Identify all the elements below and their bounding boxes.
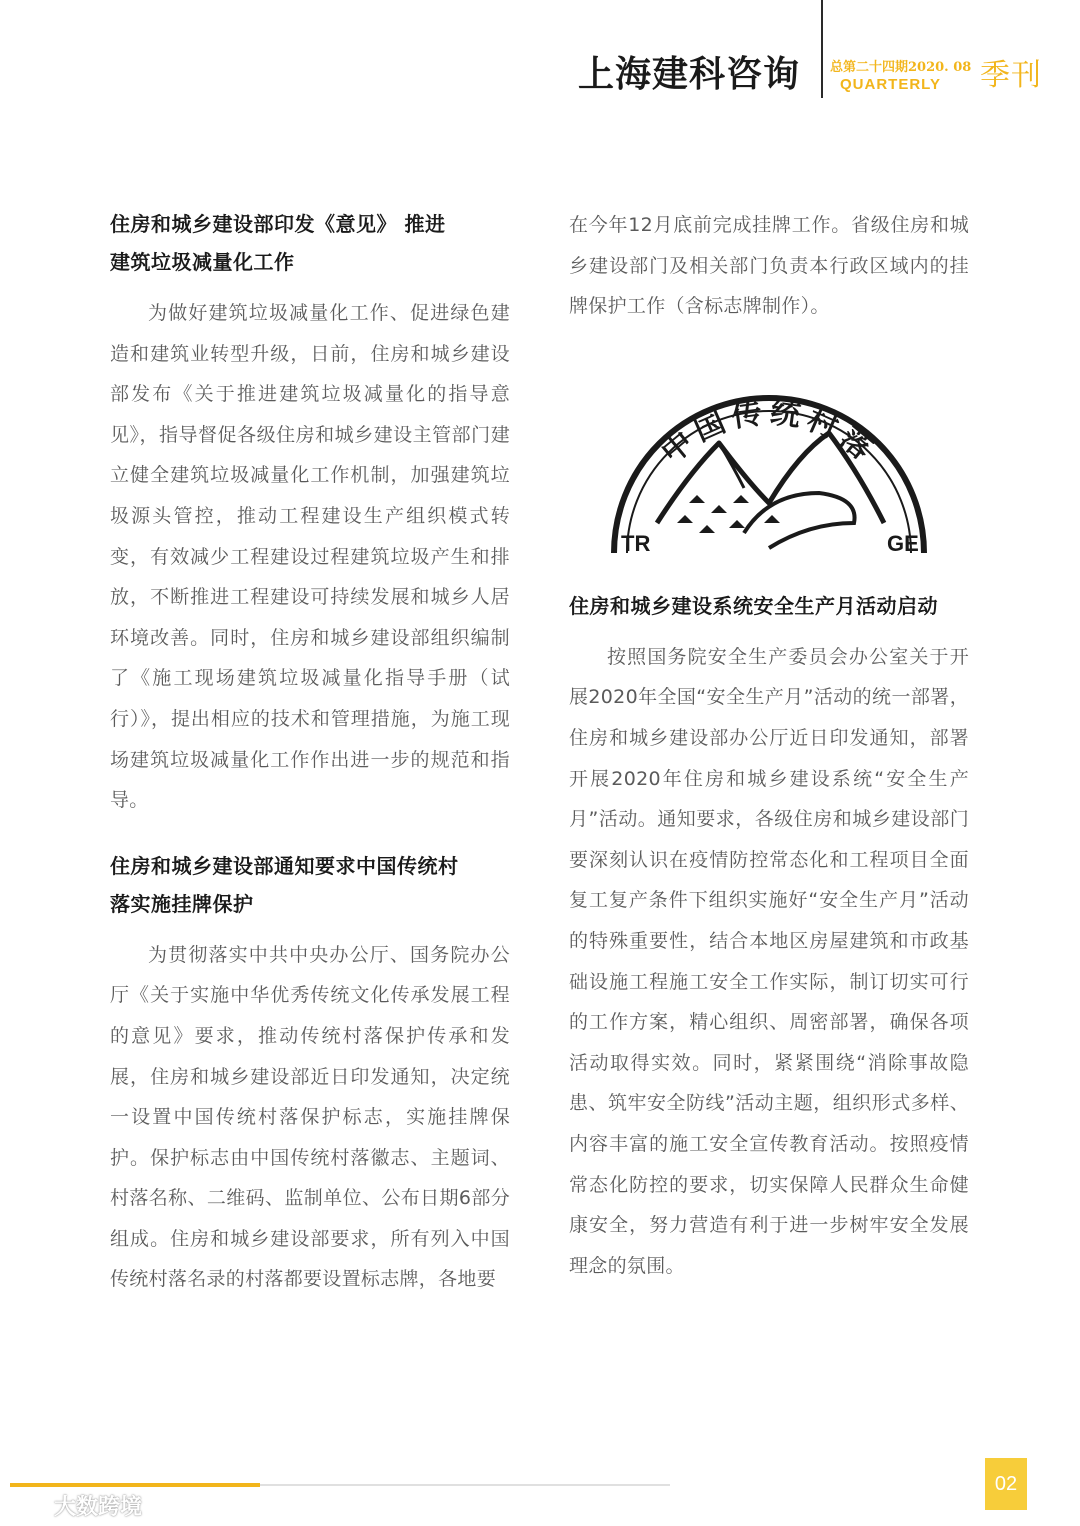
watermark: [12, 1494, 142, 1522]
issue-number: 总第二十四期2020. 08: [830, 60, 972, 75]
article-2-body-continued: 在今年12月底前完成挂牌工作。省级住房和城乡建设部门及相关部门负责本行政区域内的挂牌保护工作（含标志牌制作）。: [569, 214, 969, 318]
quarterly-cn-label: 季刊: [980, 58, 1042, 93]
issue-info: [830, 60, 980, 94]
quarterly-en-label: QUARTERLY: [840, 76, 941, 93]
page-number: 02: [985, 1458, 1027, 1510]
seal-emblem-icon: [569, 373, 969, 553]
seal-text-en-right: GE: [887, 530, 919, 553]
article-2-body: 为贯彻落实中共中央办公厅、国务院办公厅《关于实施中华优秀传统文化传承发展工程的意见》要求，推动传统村落保护传承和发展，住房和城乡建设部近日印发通知，决定统一设置中国传统村落保护标志，实施挂牌保护。保护标志由中国传统村落徽志、主题词、村落名称、二维码、监制单位、公布日期6部分组成。住房和城乡建设部要求，所有列入中国传统村落名录的村落都要设置标志牌，各地要: [110, 943, 510, 1291]
article-1-title: [110, 205, 510, 281]
left-column: [110, 205, 510, 1300]
right-column: [569, 205, 969, 1286]
article-1-body: 为做好建筑垃圾减量化工作、促进绿色建造和建筑业转型升级，日前，住房和城乡建设部发布《关于推进建筑垃圾减量化的指导意见》，指导督促各级住房和城乡建设主管部门建立健全建筑垃圾减量化工作机制，加强建筑垃圾源头管控，推动工程建设生产组织模式转变，有效减少工程建设过程建筑垃圾产生和排放，不断推进工程建设可持续发展和城乡人居环境改善。同时，住房和城乡建设部组织编制了《施工现场建筑垃圾减量化指导手册（试行）》，提出相应的技术和管理措施，为施工现场建筑垃圾减量化工作作出进一步的规范和指导。: [110, 302, 510, 812]
masthead-divider: [821, 0, 823, 98]
seal-text-cn: 中国传统村落: [654, 394, 884, 471]
article-2-title: [110, 847, 510, 923]
article-3-body: 按照国务院安全生产委员会办公室关于开展2020年全国“安全生产月”活动的统一部署，住房和城乡建设部办公厅近日印发通知，部署开展2020年住房和城乡建设系统“安全生产月”活动。通知要求，各级住房和城乡建设部门要深刻认识在疫情防控常态化和工程项目全面复工复产条件下组织实施好“安全生产月”活动的特殊重要性，结合本地区房屋建筑和市政基础设施工程施工安全工作实际，制订切实可行的工作方案，精心组织、周密部署，确保各项活动取得实效。同时，紧紧围绕“消除事故隐患、筑牢安全防线”活动主题，组织形式多样、内容丰富的施工安全宣传教育活动。按照疫情常态化防控的要求，切实保障人民群众生命健康安全，努力营造有利于进一步树牢安全发展理念的氛围。: [569, 645, 969, 1277]
article-2-title-line1: 住房和城乡建设部通知要求中国传统村: [110, 853, 459, 878]
magazine-title: 上海建科咨询: [578, 54, 801, 95]
article-1-title-line1: 住房和城乡建设部印发《意见》 推进: [110, 212, 446, 236]
article-2-title-line2: 落实施挂牌保护: [110, 891, 254, 916]
watermark-logo-icon: [12, 1497, 50, 1519]
footer-accent-bar: [10, 1483, 260, 1487]
traditional-village-seal: [569, 373, 969, 553]
article-3-title: 住房和城乡建设系统安全生产月活动启动: [569, 593, 938, 618]
watermark-text: 大数跨境: [54, 1495, 143, 1520]
footer-rule: [260, 1484, 670, 1486]
seal-text-en-left: TR: [621, 530, 651, 553]
article-3: [569, 587, 969, 1287]
article-1-title-line2: 建筑垃圾减量化工作: [110, 250, 295, 274]
article-2: [110, 847, 510, 1300]
article-1: [110, 205, 510, 821]
